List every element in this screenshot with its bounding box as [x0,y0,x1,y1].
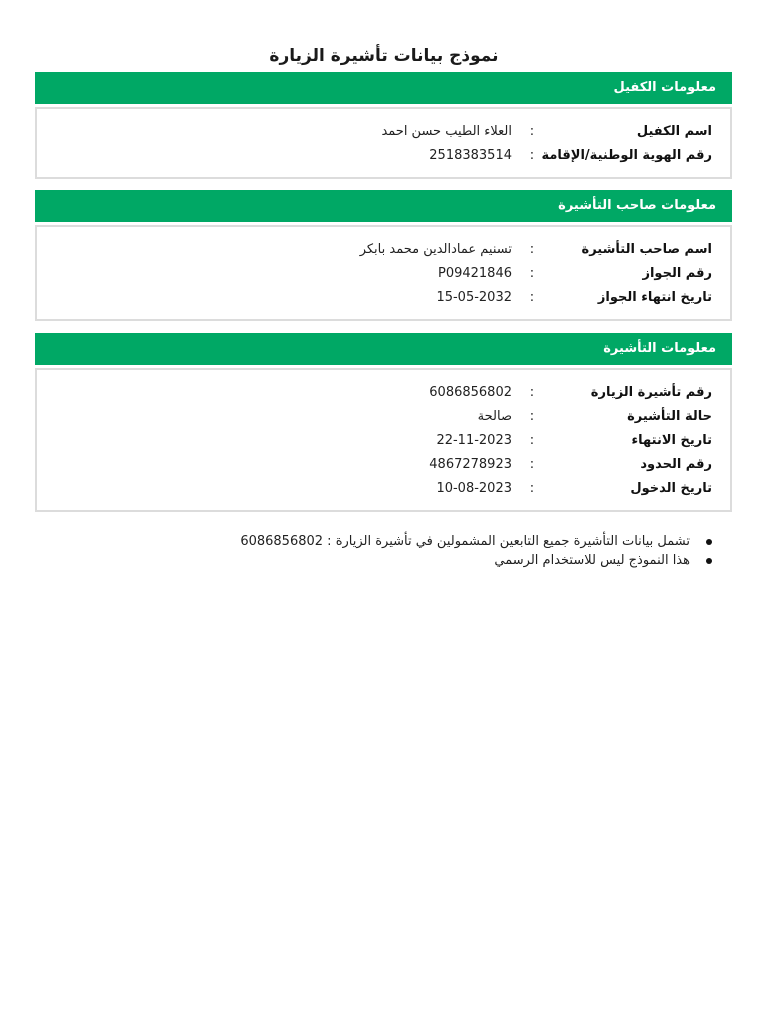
note-item [36,551,712,570]
note-text: تشمل بيانات التأشيرة جميع التابعين المشمولين في تأشيرة الزيارة : 6086856802 [240,534,690,549]
field-row-visa-number [55,381,712,405]
field-label: اسم صاحب التأشيرة [581,242,712,257]
visa-section-header: معلومات التأشيرة [35,333,732,365]
sponsor-section [35,72,732,179]
notes-list [36,532,712,570]
visa-holder-section-header: معلومات صاحب التأشيرة [35,190,732,222]
field-colon: : [529,385,535,400]
field-row-visa-status [55,405,712,429]
field-label: رقم الجواز [642,266,712,281]
field-label: تاريخ انتهاء الجواز [597,290,712,305]
field-colon: : [529,433,535,448]
field-label: تاريخ الدخول [630,481,712,496]
field-label: تاريخ الانتهاء [631,433,712,448]
field-label: رقم الهوية الوطنية/الإقامة [541,148,712,163]
field-row-border-number [55,453,712,477]
visa-section [35,333,732,512]
field-label: رقم الحدود [640,457,712,472]
field-row-holder-name [55,238,712,262]
field-colon: : [529,457,535,472]
page-title: نموذج بيانات تأشيرة الزيارة [269,46,499,66]
field-colon: : [529,290,535,305]
field-row-passport-number [55,262,712,286]
field-colon: : [529,409,535,424]
field-row-visa-expiry [55,429,712,453]
sponsor-section-body [35,107,732,179]
field-row-passport-expiry [55,286,712,310]
field-value: 10-08-2023 [436,481,512,496]
visa-holder-section-body [35,225,732,321]
field-row-sponsor-id [55,144,712,168]
field-row-sponsor-name [55,120,712,144]
field-label: حالة التأشيرة [627,409,712,424]
field-colon: : [529,242,535,257]
field-row-entry-date [55,477,712,501]
field-colon: : [529,148,535,163]
bullet-icon [706,539,712,545]
note-text: هذا النموذج ليس للاستخدام الرسمي [494,553,690,568]
field-value: صالحة [477,409,512,424]
field-value: 6086856802 [429,385,512,400]
field-value: 2518383514 [429,148,512,163]
sponsor-section-header: معلومات الكفيل [35,72,732,104]
field-value: تسنيم عمادالدين محمد بابكر [359,242,512,257]
field-value: 22-11-2023 [436,433,512,448]
field-value: العلاء الطيب حسن احمد [381,124,512,139]
field-colon: : [529,481,535,496]
bullet-icon [706,558,712,564]
field-colon: : [529,124,535,139]
field-value: P09421846 [437,266,512,281]
field-value: 15-05-2032 [436,290,512,305]
note-item [36,532,712,551]
field-value: 4867278923 [429,457,512,472]
visa-holder-section [35,190,732,321]
field-label: اسم الكفيل [636,124,712,139]
field-colon: : [529,266,535,281]
field-label: رقم تأشيرة الزيارة [590,385,712,400]
visa-section-body [35,368,732,512]
